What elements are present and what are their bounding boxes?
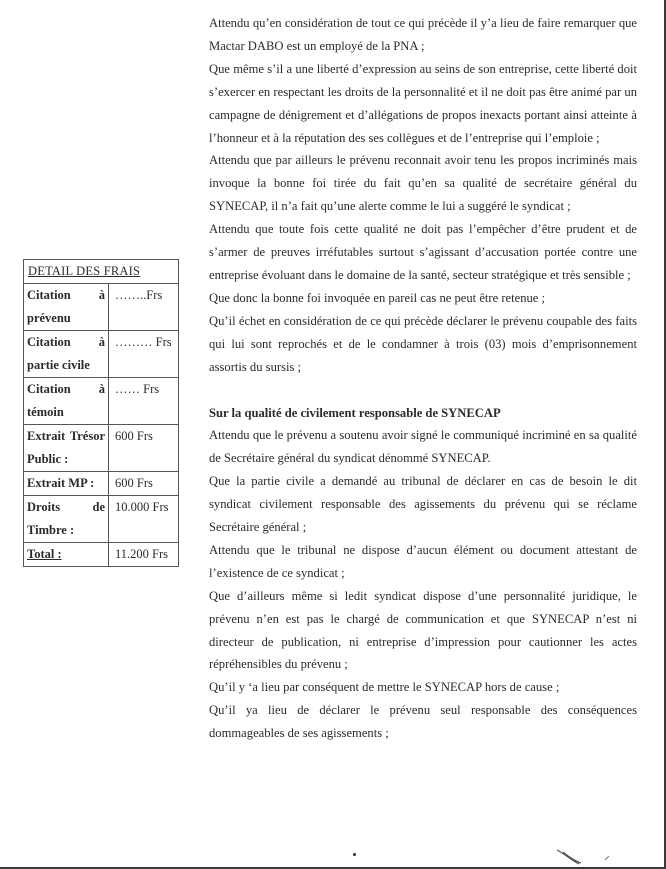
fee-value: 600 Frs — [109, 472, 179, 496]
fee-table-header: DETAIL DES FRAIS — [24, 260, 179, 284]
fee-row — [24, 472, 179, 496]
fee-label: Citation à témoin — [24, 378, 109, 425]
paragraph: Que la partie civile a demandé au tribunal de déclarer en cas de besoin le dit syndicat civilement responsable des agissements du prévenu qui se réclame Secrétaire général ; — [209, 474, 637, 535]
fee-row — [24, 378, 179, 425]
section-heading: Sur la qualité de civilement responsable de SYNECAP — [209, 405, 501, 420]
ink-dot — [353, 853, 356, 856]
fee-row — [24, 331, 179, 378]
fee-detail-table — [23, 259, 179, 567]
fee-value: 10.000 Frs — [109, 496, 179, 543]
fee-value: ……… Frs — [109, 331, 179, 378]
fee-label: Droits de Timbre : — [24, 496, 109, 543]
paragraph: Qu’il y ‘a lieu par conséquent de mettre le SYNECAP hors de cause ; — [209, 680, 560, 695]
fee-label: Citation à prévenu — [24, 284, 109, 331]
paragraph: Que même s’il a une liberté d’expression au seins de son entreprise, cette liberté doit s’exercer en respectant les droits de la personnalité et il ne doit pas être animé par un campagne de dénigrement et d’allégations de propos inexacts portant ainsi atteinte à l’honneur et à la réputation des ses collègues et de l’entreprise qui l’emploie ; — [209, 61, 637, 145]
fee-value: …… Frs — [109, 378, 179, 425]
judgment-text — [209, 12, 637, 745]
paragraph: Attendu que le tribunal ne dispose d’aucun élément ou document attestant de l’existence de ce syndicat ; — [209, 542, 637, 580]
paragraph: Attendu que par ailleurs le prévenu reconnait avoir tenu les propos incriminés mais invoque la bonne foi tirée du fait qu’en sa qualité de secrétaire général du SYNECAP, il n’a fait qu’une alerte comme le lui a suggéré le syndicat ; — [209, 153, 637, 214]
paragraph: Attendu qu’en considération de tout ce qui précède il y’a lieu de faire remarquer que Mactar DABO est un employé de la PNA ; — [209, 16, 637, 53]
paragraph: Attendu que toute fois cette qualité ne doit pas l’empêcher d’être prudent et de s’armer de preuves irréfutables surtout s’agissant d’accusation portée contre une entreprise évoluant dans le domaine de la santé, secteur stratégique et très sensible ; — [209, 222, 637, 282]
paragraph: Attendu que le prévenu a soutenu avoir signé le communiqué incriminé en sa qualité de Secrétaire général du syndicat dénommé SYNECAP. — [209, 428, 637, 466]
fee-row — [24, 425, 179, 472]
fee-total-value: 11.200 Frs — [109, 543, 179, 567]
fee-total-row — [24, 543, 179, 567]
fee-row — [24, 496, 179, 543]
fee-row — [24, 284, 179, 331]
paragraph: Qu’il échet en considération de ce qui précède déclarer le prévenu coupable des faits qui lui sont reprochés et de le condamner à trois (03) mois d’emprisonnement assortis du sursis ; — [209, 313, 637, 374]
fee-value: 600 Frs — [109, 425, 179, 472]
paragraph: Qu’il ya lieu de déclarer le prévenu seul responsable des conséquences dommageables de ses agissements ; — [209, 703, 637, 741]
fee-total-label: Total : — [24, 543, 109, 567]
fee-table-header-row — [24, 260, 179, 284]
fee-label: Citation à partie civile — [24, 331, 109, 378]
fee-label: Extrait MP : — [24, 472, 109, 496]
fee-value: ……..Frs — [109, 284, 179, 331]
paragraph: Que d’ailleurs même si ledit syndicat dispose d’une personnalité juridique, le prévenu n’en est pas le chargé de communication et que SYNECAP n’est ni directeur de publication, ni entreprise d’impression pour cautionner les actes répréhensibles du prévenu ; — [209, 588, 637, 672]
fee-label: Extrait Trésor Public : — [24, 425, 109, 472]
handwritten-mark-icon — [555, 848, 615, 866]
spacer — [209, 379, 637, 402]
paragraph: Que donc la bonne foi invoquée en pareil cas ne peut être retenue ; — [209, 290, 546, 305]
